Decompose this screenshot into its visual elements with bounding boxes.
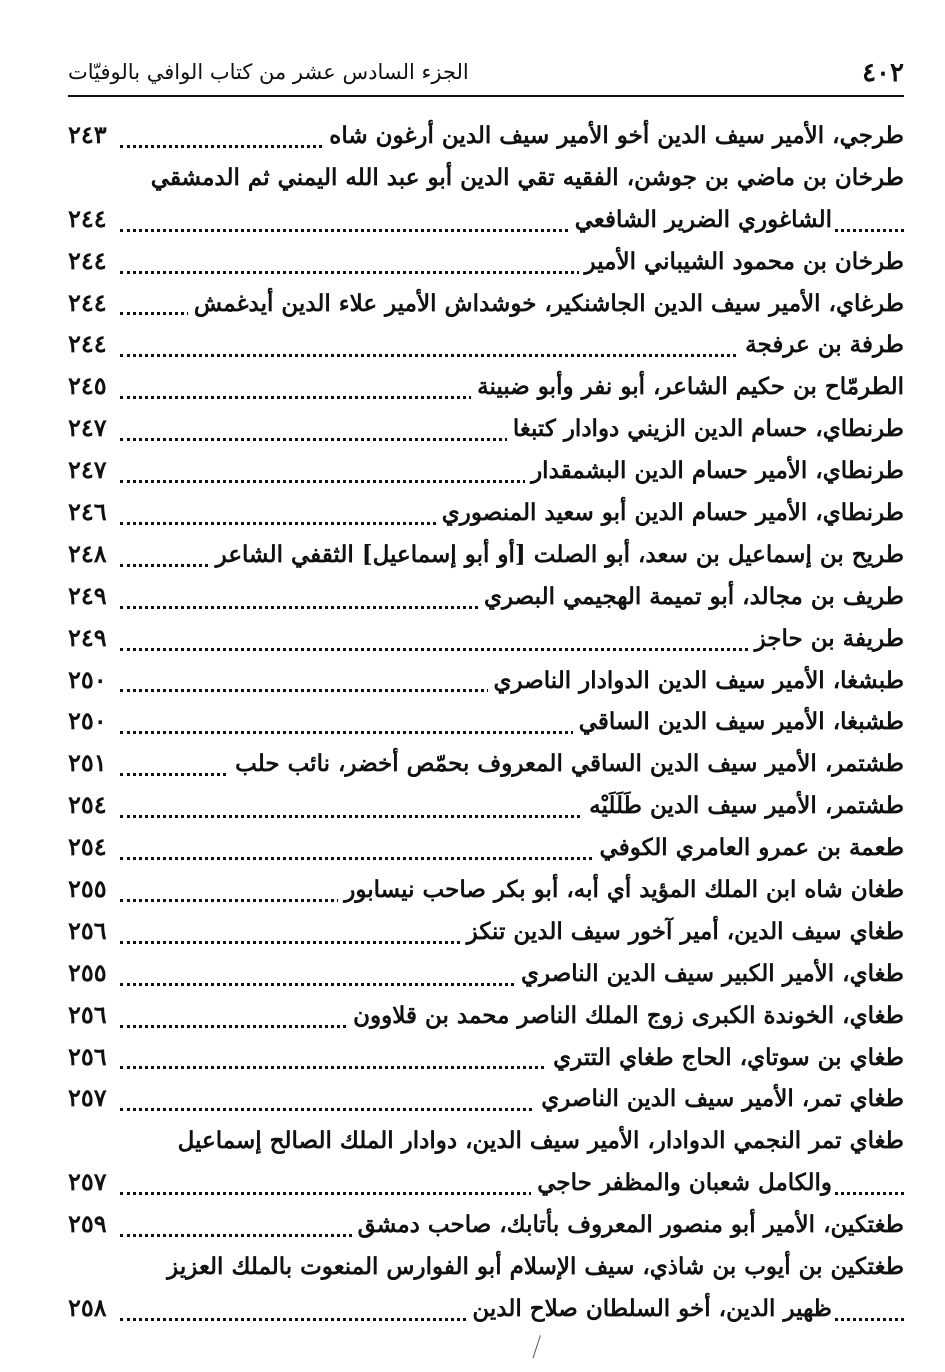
entry-name: طرنطاي، الأمير حسام الدين أبو سعيد المنصوري <box>436 499 904 526</box>
entry-page-number: ٢٥٤ <box>68 832 107 862</box>
entry-name: طرفة بن عرفجة <box>739 331 904 358</box>
index-entry <box>68 495 904 537</box>
entry-page-number: ٢٤٦ <box>68 497 107 527</box>
entry-name: طشتمر، الأمير سيف الدين الساقي المعروف بحمّص أخضر، نائب حلب <box>229 750 904 777</box>
entry-name: طغاي، الخوندة الكبرى زوج الملك الناصر محمد بن قلاوون <box>347 1002 904 1029</box>
entry-name: الطرمّاح بن حكيم الشاعر، أبو نفر وأبو ضبينة <box>471 373 904 400</box>
index-entry <box>68 411 904 453</box>
entry-name: طرجي، الأمير سيف الدين أخو الأمير سيف الدين أرغون شاه <box>323 122 904 149</box>
entry-page-number: ٢٤٣ <box>68 120 107 149</box>
index-entry <box>68 369 904 411</box>
index-entry <box>68 1165 904 1207</box>
index-entry <box>68 788 904 830</box>
entry-page-number: ٢٥٧ <box>68 1167 107 1197</box>
entry-page-number: ٢٤٥ <box>68 371 107 401</box>
entry-name: طغاي، الأمير الكبير سيف الدين الناصري <box>515 960 904 987</box>
index-entry <box>68 621 904 663</box>
entry-page-number: ٢٤٤ <box>68 287 107 317</box>
header-divider <box>68 95 904 97</box>
entry-name: طغاي تمر النجمي الدوادار، الأمير سيف الدين، دوادار الملك الصالح إسماعيل <box>172 1127 904 1154</box>
entry-page-number: ٢٥٤ <box>68 790 107 820</box>
entry-page-number: ٢٥٥ <box>68 874 107 904</box>
entry-name: طغاي سيف الدين، أمير آخور سيف الدين تنكز <box>461 918 904 945</box>
index-entry <box>68 537 904 579</box>
index-entry <box>68 663 904 705</box>
entry-name: طريح بن إسماعيل بن سعد، أبو الصلت [أو أبو إسماعيل] الثقفي الشاعر <box>210 541 904 568</box>
entry-page-number: ٢٤٧ <box>68 455 107 485</box>
index-entry <box>68 579 904 621</box>
entry-page-number: ٢٤٤ <box>68 245 107 275</box>
entry-page-number: ٢٥٠ <box>68 706 107 736</box>
entry-name: طرخان بن محمود الشيباني الأمير <box>579 248 904 275</box>
entry-name: طرنطاي، الأمير حسام الدين البشمقدار <box>525 457 904 484</box>
entry-name: والكامل شعبان والمظفر حاجي <box>531 1169 832 1196</box>
entry-name: طريفة بن حاجز <box>749 625 904 652</box>
entry-page-number: ٢٥٦ <box>68 1041 107 1071</box>
entry-page-number: ٢٤٤ <box>68 203 107 233</box>
index-entry <box>68 830 904 872</box>
entry-page-number: ٢٤٨ <box>68 538 107 568</box>
entry-page-number: ٢٤٩ <box>68 580 107 610</box>
entry-name: طرنطاي، حسام الدين الزيني دوادار كتبغا <box>507 415 904 442</box>
entry-name: طرخان بن ماضي بن جوشن، الفقيه تقي الدين أبو عبد الله اليمني ثم الدمشقي <box>145 164 904 191</box>
index-entry <box>68 1249 904 1291</box>
entry-page-number: ٢٥١ <box>68 748 107 778</box>
entry-page-number: ٢٤٤ <box>68 329 107 359</box>
index-entry <box>68 998 904 1040</box>
entry-page-number: ٢٤٧ <box>68 413 107 443</box>
index-entry <box>68 872 904 914</box>
running-title: الجزء السادس عشر من كتاب الوافي بالوفيّات <box>68 60 469 84</box>
entry-page-number: ٢٥٠ <box>68 664 107 694</box>
entry-name: طغتكين، الأمير أبو منصور المعروف بأتابك، صاحب دمشق <box>352 1211 904 1238</box>
index-entry <box>68 160 904 202</box>
index-entry <box>68 327 904 369</box>
index-entry <box>68 118 904 160</box>
page-number: ٤٠٢ <box>862 58 904 88</box>
index-entry <box>68 286 904 328</box>
index-entry <box>68 914 904 956</box>
entry-name: طرغاي، الأمير سيف الدين الجاشنكير، خوشداش الأمير علاء الدين أيدغمش <box>188 290 904 317</box>
index-entry <box>68 1040 904 1082</box>
index-entry <box>68 1291 904 1333</box>
entry-name: طشتمر، الأمير سيف الدين طَلَلَيْه <box>583 792 904 819</box>
index-entry <box>68 1123 904 1165</box>
entry-page-number: ٢٥٦ <box>68 999 107 1029</box>
entry-name: طغاي تمر، الأمير سيف الدين الناصري <box>535 1085 904 1112</box>
index-entry <box>68 1207 904 1249</box>
entry-page-number: ٢٥٨ <box>68 1292 107 1322</box>
page-header <box>68 52 904 96</box>
index-entry <box>68 1081 904 1123</box>
index-list <box>68 118 904 1333</box>
entry-name: طشبغا، الأمير سيف الدين الساقي <box>573 708 904 735</box>
scan-mark <box>533 1335 549 1361</box>
entry-page-number: ٢٥٥ <box>68 957 107 987</box>
index-entry <box>68 453 904 495</box>
entry-page-number: ٢٤٩ <box>68 622 107 652</box>
entry-page-number: ٢٥٧ <box>68 1083 107 1113</box>
entry-name: الشاغوري الضرير الشافعي <box>569 206 832 233</box>
entry-name: طغان شاه ابن الملك المؤيد أي أبه، أبو بكر صاحب نيسابور <box>338 876 904 903</box>
entry-name: طعمة بن عمرو العامري الكوفي <box>594 834 904 861</box>
entry-page-number: ٢٥٦ <box>68 915 107 945</box>
entry-name: طبشغا، الأمير سيف الدين الدوادار الناصري <box>488 667 904 694</box>
entry-name: ظهير الدين، أخو السلطان صلاح الدين <box>466 1295 832 1322</box>
index-entry <box>68 704 904 746</box>
entry-name: طغتكين بن أيوب بن شاذي، سيف الإسلام أبو الفوارس المنعوت بالملك العزيز <box>161 1253 904 1280</box>
entry-page-number: ٢٥٩ <box>68 1209 107 1239</box>
index-entry <box>68 746 904 788</box>
index-entry <box>68 202 904 244</box>
entry-name: طريف بن مجالد، أبو تميمة الهجيمي البصري <box>478 583 904 610</box>
index-entry <box>68 244 904 286</box>
index-entry <box>68 956 904 998</box>
entry-name: طغاي بن سوتاي، الحاج طغاي التتري <box>547 1044 904 1071</box>
